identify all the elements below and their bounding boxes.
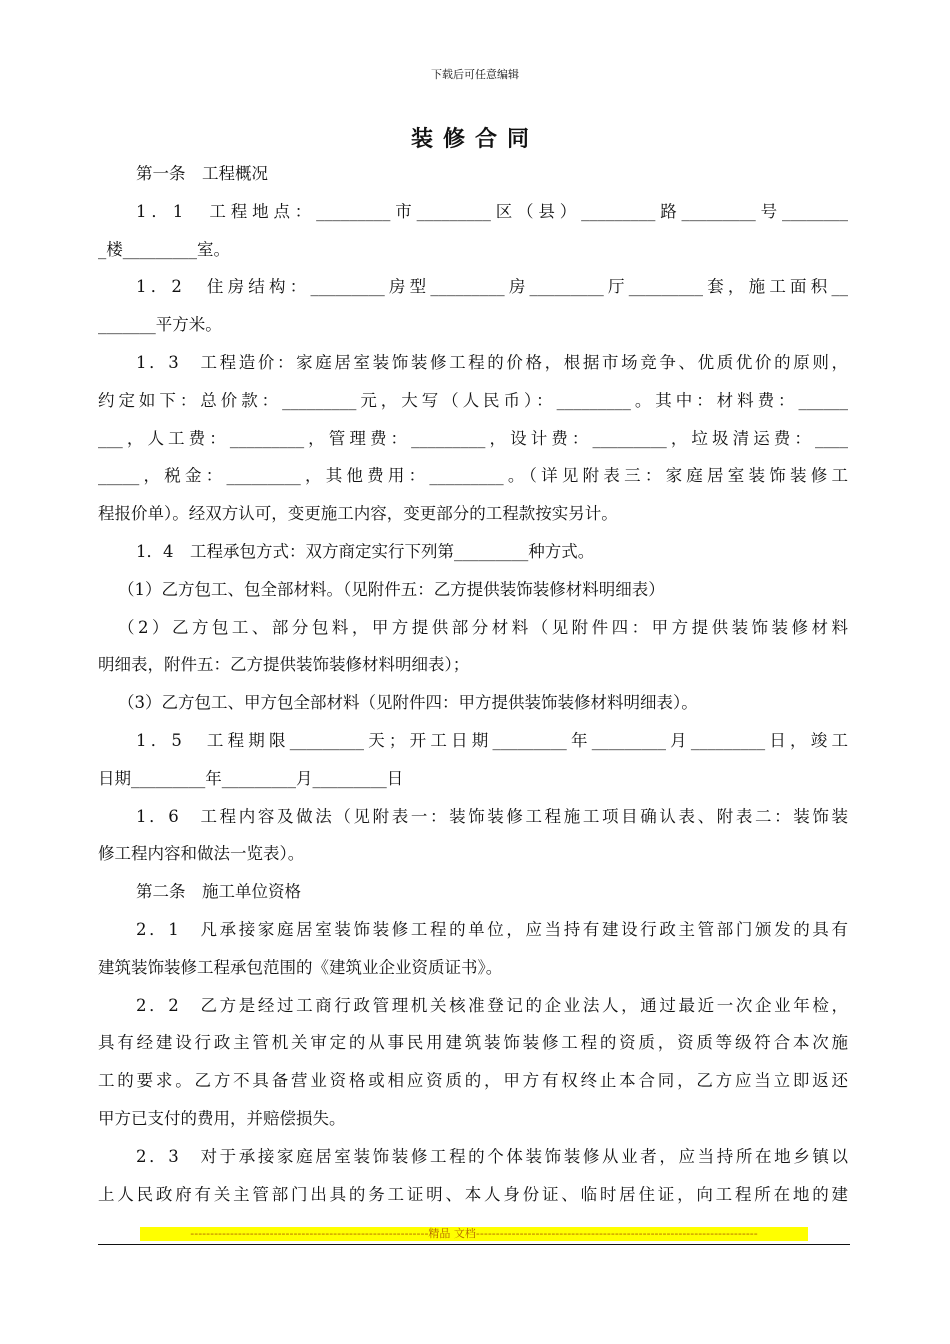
clause-line: 1．3 工程造价：家庭居室装饰装修工程的价格，根据市场竞争、优质优价的原则， xyxy=(136,352,848,372)
clause-line: 2．3 对于承接家庭居室装饰装修工程的个体装饰装修从业者，应当持所在地乡镇以 xyxy=(136,1146,848,1166)
clause-line: 约定如下：总价款：_________元，大写（人民币）：_________。其中：材料费：______ xyxy=(98,390,848,410)
clause-line: 修工程内容和做法一览表）。 xyxy=(98,844,305,864)
section-heading: 第一条 工程概况 xyxy=(136,164,268,183)
clause-line: 2．1 凡承接家庭居室装饰装修工程的单位，应当持有建设行政主管部门颁发的具有 xyxy=(136,919,848,939)
footer-banner: ------------------------------------------------------------精品 文档----------------------------------------------------------------------- xyxy=(140,1227,808,1241)
option-line: 明细表，附件五：乙方提供装饰装修材料明细表）； xyxy=(98,655,470,675)
footer-divider xyxy=(98,1244,850,1245)
clause-line: 1．2 住房结构：_________房型_________房_________厅_________套，施工面积__ xyxy=(136,277,848,297)
clause-line: 工的要求。乙方不具备营业资格或相应资质的，甲方有权终止本合同，乙方应当立即返还 xyxy=(98,1071,848,1091)
clause-line: _楼_________室。 xyxy=(98,239,230,259)
clause-line: 1．1 工程地点：_________市_________区（县）_________路_________号________ xyxy=(136,201,848,221)
clause-line: 1．6 工程内容及做法（见附表一：装饰装修工程施工项目确认表、附表二：装饰装 xyxy=(136,806,848,826)
option-line: （2）乙方包工、部分包料，甲方提供部分材料（见附件四：甲方提供装饰装修材料 xyxy=(118,617,848,637)
clause-line: _____，税金：_________，其他费用：_________。（详见附表三：家庭居室装饰装修工 xyxy=(98,466,848,486)
clause-line: 程报价单）。经双方认可，变更施工内容，变更部分的工程款按实另计。 xyxy=(98,504,618,524)
clause-line: 上人民政府有关主管部门出具的务工证明、本人身份证、临时居住证，向工程所在地的建 xyxy=(98,1184,848,1204)
contract-body xyxy=(98,155,848,1213)
clause-line: 日期_________年_________月_________日 xyxy=(98,768,404,788)
clause-line: 1．5 工程期限_________天；开工日期_________年_________月_________日，竣工 xyxy=(136,730,848,750)
clause-line: 具有经建设行政主管机关审定的从事民用建筑装饰装修工程的资质，资质等级符合本次施 xyxy=(98,1033,848,1053)
clause-line: 1．4 工程承包方式：双方商定实行下列第_________种方式。 xyxy=(136,541,595,561)
clause-line: 建筑装饰装修工程承包范围的《建筑业企业资质证书》。 xyxy=(98,957,503,977)
option-line: （3）乙方包工、甲方包全部材料（见附件四：甲方提供装饰装修材料明细表）。 xyxy=(118,693,698,713)
clause-line: _______平方米。 xyxy=(98,315,222,335)
header-note: 下载后可任意编辑 xyxy=(431,68,519,81)
clause-line: 2．2 乙方是经过工商行政管理机关核准登记的企业法人，通过最近一次企业年检， xyxy=(136,995,848,1015)
clause-line: 甲方已支付的费用，并赔偿损失。 xyxy=(98,1108,346,1128)
clause-line: ___，人工费：_________，管理费：_________，设计费：_________，垃圾清运费：____ xyxy=(98,428,848,448)
section-heading: 第二条 施工单位资格 xyxy=(136,882,301,902)
option-line: （1）乙方包工、包全部材料。（见附件五：乙方提供装饰装修材料明细表） xyxy=(118,579,665,599)
document-title: 装修合同 xyxy=(410,127,539,152)
